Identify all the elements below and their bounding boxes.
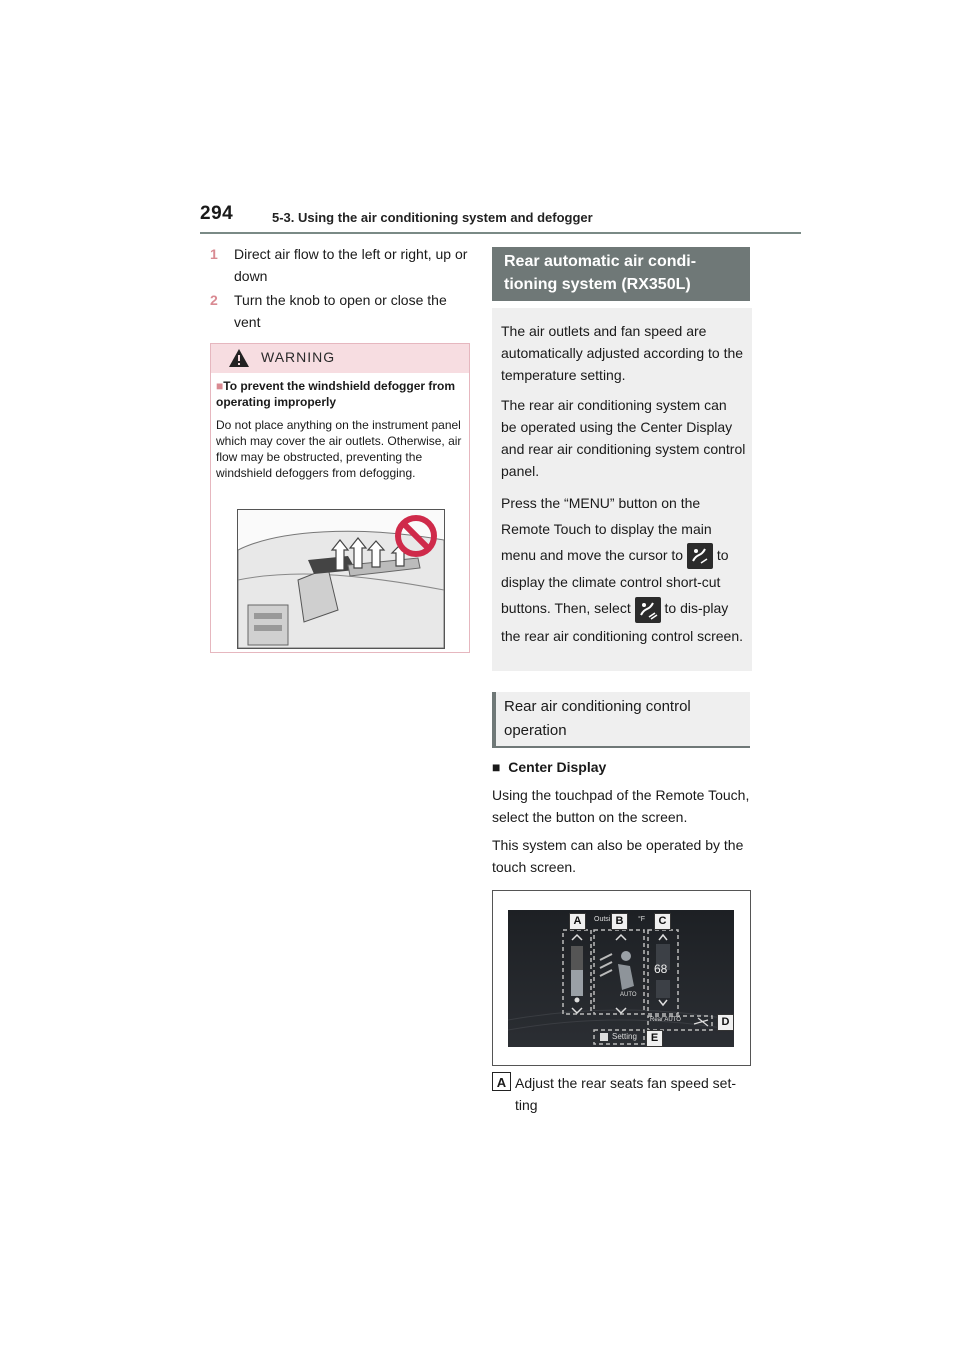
callout-c: C [654,913,671,930]
item-a-badge: A [492,1072,511,1091]
warning-label: WARNING [261,349,336,365]
climate-screen [508,910,734,1047]
page-number: 294 [200,203,234,224]
rear-auto-p3a: Press the “MENU” button on the Remote Touch to display the main menu and move the cursor to [501,495,712,563]
rear-control-p2: This system can also be operated by the touch screen. [492,837,744,875]
callout-e: E [646,1030,663,1047]
warning-triangle-icon [228,348,250,368]
rear-auto-p2: The rear air conditioning system can be operated using the Center Display and rear air conditioning system control panel. [501,397,746,479]
step-2 [210,289,470,333]
outside-temp-label: Outsi [594,916,611,923]
rear-auto-p3c: to dis-play the rear air conditioning control screen. [501,600,744,644]
rear-auto-p3b: to display the climate control short-cut buttons. Then, select [501,547,729,617]
rear-climate-icon [635,597,661,623]
section-title: 5-3. Using the air conditioning system and defogger [272,210,593,225]
rear-auto-box [492,308,752,671]
warning-box [210,343,470,653]
step-1 [210,243,470,287]
warning-subhead-text: To prevent the windshield defogger from operating improperly [216,379,456,409]
temp-unit-label: °F [638,916,646,923]
rear-control-heading [492,692,750,748]
center-display-subhead-text: Center Display [508,759,607,775]
auto-label: AUTO [620,992,637,998]
rear-temp-value: 68 [654,962,668,976]
item-a-text: Adjust the rear seats fan speed set-ting [515,1075,737,1113]
rear-auto-p3 [501,490,746,649]
step-text: Turn the knob to open or close the vent [234,292,447,330]
climate-icon [687,543,713,569]
step-text: Direct air flow to the left or right, up or down [234,246,468,284]
square-bullet-icon: ■ [492,759,501,775]
square-bullet-icon: ■ [216,379,224,393]
step-number: 1 [210,246,218,262]
warning-header [211,344,469,373]
screen-illustration [492,890,751,1066]
callout-d: D [717,1014,734,1031]
setting-label: Setting [612,1032,637,1041]
rear-auto-heading [492,247,750,301]
warning-subhead [216,378,464,410]
rear-control-p1: Using the touchpad of the Remote Touch, select the button on the screen. [492,787,750,825]
step-number: 2 [210,292,218,308]
rear-auto-heading-text: Rear automatic air condi-tioning system (RX350L) [504,253,697,293]
rear-auto-label: Rear AUTO [650,1017,681,1023]
rear-auto-p1: The air outlets and fan speed are automatically adjusted according to the temperature setting. [501,323,744,383]
header-rule [200,232,801,234]
rear-control-heading-text: Rear air conditioning control operation [504,698,691,739]
warning-body: Do not place anything on the instrument panel which may cover the air outlets. Otherwise, air flow may be obstructed, preventing the windshield defoggers from defogging. [216,418,462,480]
callout-a: A [569,913,586,930]
dashboard-illustration [237,509,445,649]
center-display-subhead [492,756,752,778]
callout-b: B [611,913,628,930]
item-a-label [492,1072,511,1092]
